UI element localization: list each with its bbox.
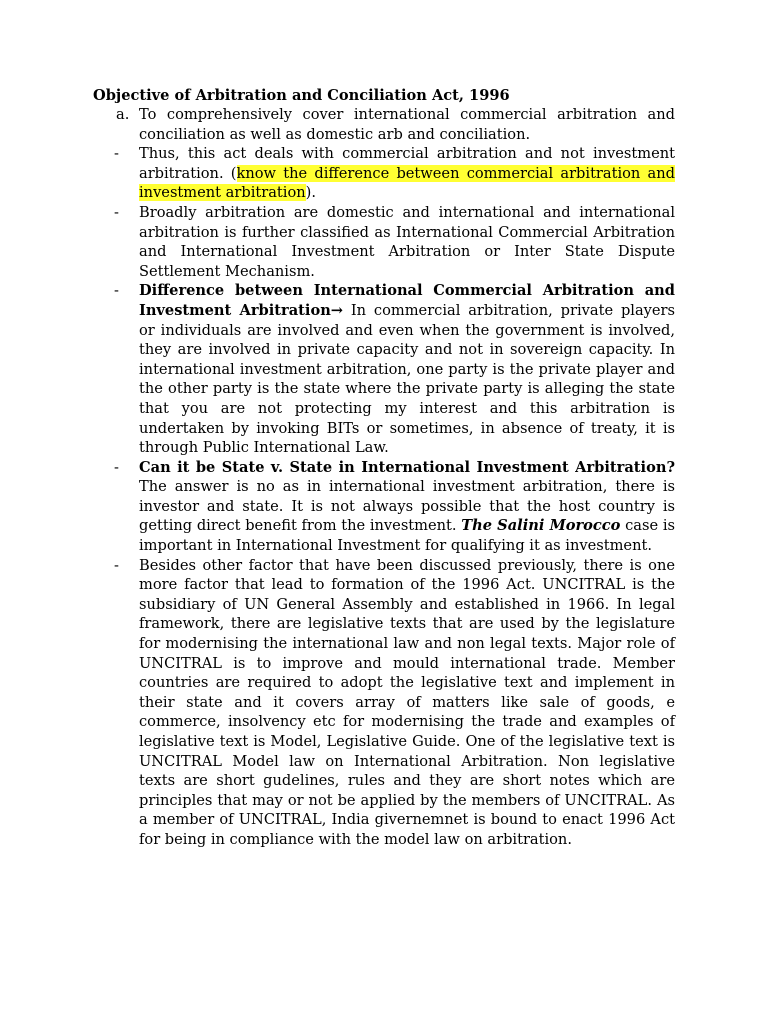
list-item-text: Thus, this act deals with commercial arbitration and not investment arbitration. ( xyxy=(139,145,675,182)
list-marker: - xyxy=(114,458,119,476)
list-item-text: Besides other factor that have been discussed previously, there is one more factor that lead to formation of the 1996 Act. UNCITRAL is the subsidiary of UN General Assembly and established in 1966. In legal framework, there are legislative texts that are used by the legislature for modernising the international law and non legal texts. Major role of UNCITRAL is to improve and mould international trade. Member countries are required to adopt the legislative text and implement in their state and it covers array of matters like sale of goods, e commerce, insolvency etc for modernising the trade and examples of legislative text is Model, Legislative Guide. One of the legislative text is UNCITRAL Model law on International Arbitration. Non legislative texts are short gudelines, rules and they are short notes which are principles that may or not be applied by the members of UNCITRAL. As a member of UNCITRAL, India givernemnet is bound to enact 1996 Act for being in compliance with the model law on arbitration. xyxy=(139,556,675,848)
bold-lead: Difference between International Commercial Arbitration and Investment Arbitration→ xyxy=(139,282,675,319)
list-item-state-v-state xyxy=(93,458,675,556)
highlighted-text: know the difference between commercial arbitration and investment arbitration xyxy=(139,164,675,202)
list-marker: a. xyxy=(116,106,130,123)
list-item-text: Broadly arbitration are domestic and international and international arbitration is further classified as International Commercial Arbitration and International Investment Arbitration or Inter State Dispute Settlement Mechanism. xyxy=(139,203,675,280)
list-item-commercial-vs-investment xyxy=(93,144,675,203)
list-item-text-end: ). xyxy=(305,184,316,202)
list-item-uncitral xyxy=(93,556,675,850)
list-marker: - xyxy=(114,556,119,574)
list-item-text: The answer is no as in international investment arbitration, there is investor and state. It is not always possible that the host country is getting direct benefit from the investment. xyxy=(139,478,675,535)
document-heading: Objective of Arbitration and Conciliation Act, 1996 xyxy=(93,87,510,104)
list-item-text: In commercial arbitration, private players or individuals are involved and even when the government is involved, they are involved in private capacity and not in sovereign capacity. In international investment arbitration, one party is the private player and the other party is the state where the private party is alleging the state that you are not protecting my interest and this arbitration is undertaken by invoking BITs or sometimes, in absence of treaty, it is through Public International Law. xyxy=(139,301,676,457)
bold-lead: Can it be State v. State in International Investment Arbitration? xyxy=(139,458,675,476)
list-item-text: To comprehensively cover international commercial arbitration and conciliation as well as domestic arb and conciliation. xyxy=(139,106,675,143)
list-item-classification xyxy=(93,203,675,281)
list-item-text-end: case is important in International Investment for qualifying it as investment. xyxy=(139,517,675,555)
list-item-a xyxy=(93,105,675,144)
list-marker: - xyxy=(114,145,119,163)
list-item-difference xyxy=(93,281,675,457)
list-marker: - xyxy=(114,282,119,300)
objective-list xyxy=(93,105,675,850)
case-name: The Salini Morocco xyxy=(461,517,621,535)
list-marker: - xyxy=(114,203,119,221)
